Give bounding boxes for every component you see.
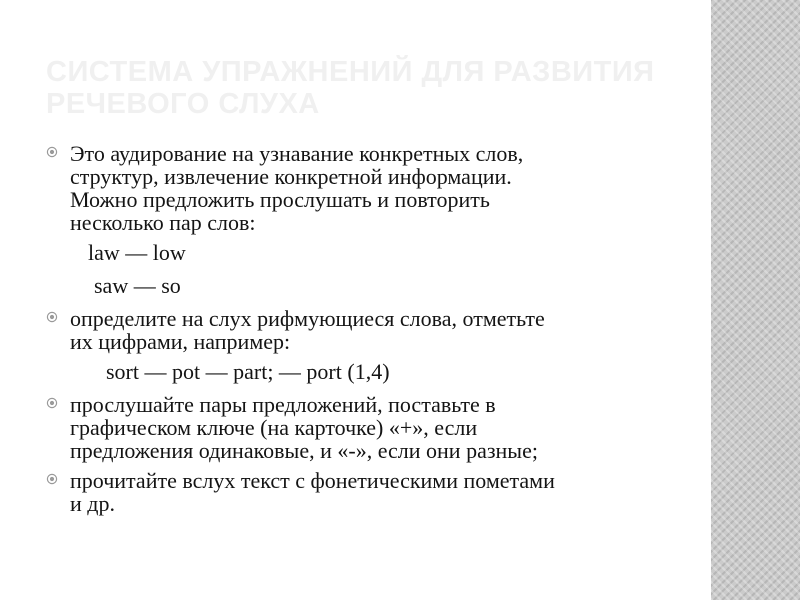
bullet-1-line-4: несколько пар слов:: [70, 210, 256, 235]
bullet-item-1: [46, 142, 696, 234]
slide-title: [46, 56, 686, 120]
slide-title-line-2: РЕЧЕВОГО СЛУХА: [46, 88, 320, 120]
circle-bullet-icon: [46, 311, 58, 323]
slide-content: [46, 142, 696, 522]
bullet-3-line-3: предложения одинаковые, и «-», если они разные;: [70, 438, 538, 463]
bullet-4-line-2: и др.: [70, 491, 115, 516]
bullet-1-line-1: Это аудирование на узнавание конкретных слов,: [70, 141, 524, 166]
example-word-pair-2: saw — so: [94, 273, 181, 298]
example-rhyme-list: sort — pot — part; — port (1,4): [106, 359, 390, 384]
circle-bullet-icon: [46, 146, 58, 158]
bullet-4-line-1: прочитайте вслух текст с фонетическими пометами: [70, 468, 555, 493]
bullet-1-line-3: Можно предложить прослушать и повторить: [70, 187, 490, 212]
circle-bullet-icon: [46, 473, 58, 485]
bullet-3-line-1: прослушайте пары предложений, поставьте в: [70, 392, 496, 417]
bullet-2-line-2: их цифрами, например:: [70, 329, 291, 354]
decorative-side-strip: [711, 0, 800, 600]
bullet-1-line-2: структур, извлечение конкретной информации.: [70, 164, 512, 189]
bullet-item-2: [46, 307, 696, 353]
slide-title-line-1: СИСТЕМА УПРАЖНЕНИЙ ДЛЯ РАЗВИТИЯ: [46, 56, 655, 88]
bullet-2-line-1: определите на слух рифмующиеся слова, отметьте: [70, 306, 545, 331]
bullet-3-line-2: графическом ключе (на карточке) «+», если: [70, 415, 478, 440]
bullet-item-4: [46, 469, 696, 515]
bullet-item-3: [46, 393, 696, 462]
example-word-pair-1: law — low: [88, 240, 186, 265]
circle-bullet-icon: [46, 397, 58, 409]
